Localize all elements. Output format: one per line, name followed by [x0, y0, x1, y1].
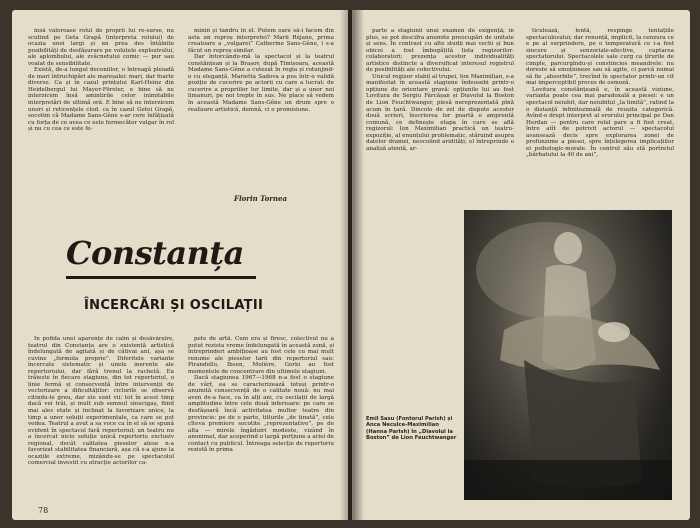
- left-col2-top: [188, 28, 334, 190]
- right-col1-top: [366, 28, 514, 204]
- left-col1-top: [28, 28, 174, 204]
- paragraph: parte a stagiunii unui examen de exigență; în plus, se pot descifra anumite preocupări de unitate și sens. În contrast cu alte studii mai vechi și bun obicei a fost îmbogățită lista regizorilor-colaboratori; prezența acestor individualități artistice distincte a diversificat interesul registrul de posibilități ale colectivului.: [366, 28, 514, 74]
- article-headline: Constanța: [66, 234, 244, 272]
- paragraph: Lovitura constănțeană e, în această viziune, varianta poate cea mai paradoxală a piesei: e un spectacol neiubit, dar neiubitul „la limită”, ratind la o distanță infinitezimală de reușita categorică. Avînd-o drept interpret al erorului principal pe Dan Herdan — pentru care rolul pare a fi fost creat, între atît de potrivit actorul — spectacolul avansează decis spre explorarea zonei de profunzime a piesei, spre înțelegerea implicațiilor ei psihologic-morale. În centrul său stă portretul „bărbatului la 40 de ani”,: [526, 86, 674, 159]
- paragraph: ticulează, lentă, respinge tentațiile spectaculosului; dar renunță, implicit, la cenzura ce e pe al surprindere, pe o temperatură ce i-a fost sincere și senzoriale-afective, captarea spectatorului. Spectacolele sale curg ca țîrurile de cimple, parcurgîndu-și constincios meandrele: nu doreste să emoționeze sau să agite, ci parcă numai să fie „absorbite”, trecînd în spectator printr-un cit mai imperceptibil proces de osmoză.: [526, 28, 674, 87]
- left-col2-bottom: [188, 336, 334, 512]
- left-page: [12, 10, 348, 520]
- article-subheadline: ÎNCERCĂRI ȘI OSCILAȚII: [84, 298, 264, 313]
- page-number: 78: [38, 506, 49, 515]
- photo-illustration: [464, 210, 672, 500]
- paragraph: Există, de-a lungul deceniilor, o întreagă pleiadă de mari întruchipări ale mareșalei: mari, dar foarte diverse. Ca și în cazul prințului Karl-Heinz din Heidelbergul lui Mayer-Förster, e bine să ne interzicem însă amintirile celor inimitabile interpretări de ultimă oră. E bine să ne interzicem unori și reticențele clod. ca în cazul Getei Grapă, socotim că Madame Sans-Gêne s-ar cere înfățișată cu forța de ce avea ce este fermecător vulgar în rol și nu cu cea ce este fe-: [28, 67, 174, 133]
- author-signature: Florin Tornea: [234, 194, 288, 203]
- left-col1-bottom: [28, 336, 174, 502]
- paragraph: În pofida unei aparențe de calm și desăvârșire, teatrul din Constanța are o existență artistică îndelungată de agitată și de cătivai ani, așa se cuvine „formula proprie”. Diferitele variante încercate sistematic și unele inerente ale repertoriului, dar fără trenul la rachetă. Ea trăiește în fiecare stagiune, din tot repertoriul, o linie fermă și consecventă între intervenții de vectorizare a dificultăților: ciclurile se observă citindu-le greu, dar ele sunt vii: tot în acest timp dacă vei trăi, și mult sub semnul sinucigaș, fiind mai ales etate și inclinat la favorizare unice, la timp a unor soluții experimentale, ca care se pot vedea. Teatrul a avut a sa voce ca în el să se spună evident în spectacol fară repertoriul; un teatru nu a încercat nicio soluție unică repertoriu exclusiv regional, decât calitatea pieselor alese n-a favorizat stabilitatea financiară, așa că s-a ajuns la ocaziile extreme, mizându-se pe spectacolul comercial investit cu atracție actorilor ca-: [28, 336, 174, 467]
- paragraph: Dacă stagiunea 1967—1968 n-a fost o stagiune de vârf, ea se caracterizează totuși printr-o anumită consecvență de o calitate nouă: nu mai aven de-a face, ca în alți ani, cu oscilații de largă amplitudine între cele două inferioare: pe care se desfășoară încă activitatea multor teatre din provincie: pe de o parte, titlurile „de ținută”, cele cîteva premiere socotite „reprezentative”, pe de alta — mirele îngăduiri modeste, vizând în anonimat, dar acoperind o largă porțiune a ariei de contact cu publicul. Întreaga selecție de repertoriu rezistă în prima: [188, 375, 334, 454]
- paragraph: pete de artă. Cum era și firesc, colectivul nu a putut rezista vreme îndelungată în această zonă, și întreprinderi ambițioase au fost cele cu mai mult renume ale pieselor tarii din repertoriul sau: Pirandello, Ibsen, Molière, Gorki au fost momentele de concentrare din ultimele stagiuni.: [188, 336, 334, 375]
- paragraph: Dar întorcându-mă la spectacol și la teatrul constănțean și la Brașov, după Timișoara, această Madame Sans-Gêne a cutezat în regia și rotunjind-o cu eleganță, Marietta Sadova a pus într-o validă poziție de cucerire pe actorii cu care a lucrat: de cucerire a propriilor lor limite, dar și a unor noi limanuri, pe noi trepte în sus. Ne place să vedem în această Madame Sans-Gêne un drum spre o realizare artistică, demnă, ci o promisiune.: [188, 54, 334, 113]
- stage-photograph: [464, 210, 672, 500]
- right-page: [352, 10, 690, 520]
- paragraph: însă valoroase rolul de proprii lui re-surse, nu scutind pe Geta Grapă (interpreta rolului) de ocazia unei largi și un prea des întâlnite posibilități de desfășurare pe volutele explozivului, ale aplombului, ale zvâcnetului comic — pur sau voalat de sensibilitate.: [28, 28, 174, 67]
- headline-underline: [66, 276, 256, 279]
- paragraph: Unicul regizor stabil al trupei, Ion Maximilian, s-a manifestat în această stagiune îndeosebi printr-o opțiune de orientare gravă: opțiunile lui au fost Lovitura de Sergiu Fărcășan și Diavolul la Boston de Lion Feuchtwanger, piesă nereprezentată pînă acum în țară. Dincolo de zel de dispute acestor două scrieri, înscrierea lor poartă o amprentă comună, ce definește etapa în care se află regizorul: Ion Maximilian practică un teatru-expoziție, al enunțului problematic, stăruind asupra datelor dramei, neocolind aridități; el întreprinde o analiză atentă, ar-: [366, 73, 514, 152]
- right-col2-top: [526, 28, 674, 204]
- photo-caption: Emil Sasu (Fontorul Parish) și Anca Neculce-Maximilian (Hanna Parish) în „Diavolul la Boston” de Lion Feuchtwanger: [366, 416, 457, 442]
- paragraph: minin și tandru în el. Putem oare să-i facem din asta un reproș interpretei? Marii Réjane, prima creatoare a „vulgarei” Catherine Sans-Gêne, i s-a făcut un reproș similar.: [188, 28, 334, 54]
